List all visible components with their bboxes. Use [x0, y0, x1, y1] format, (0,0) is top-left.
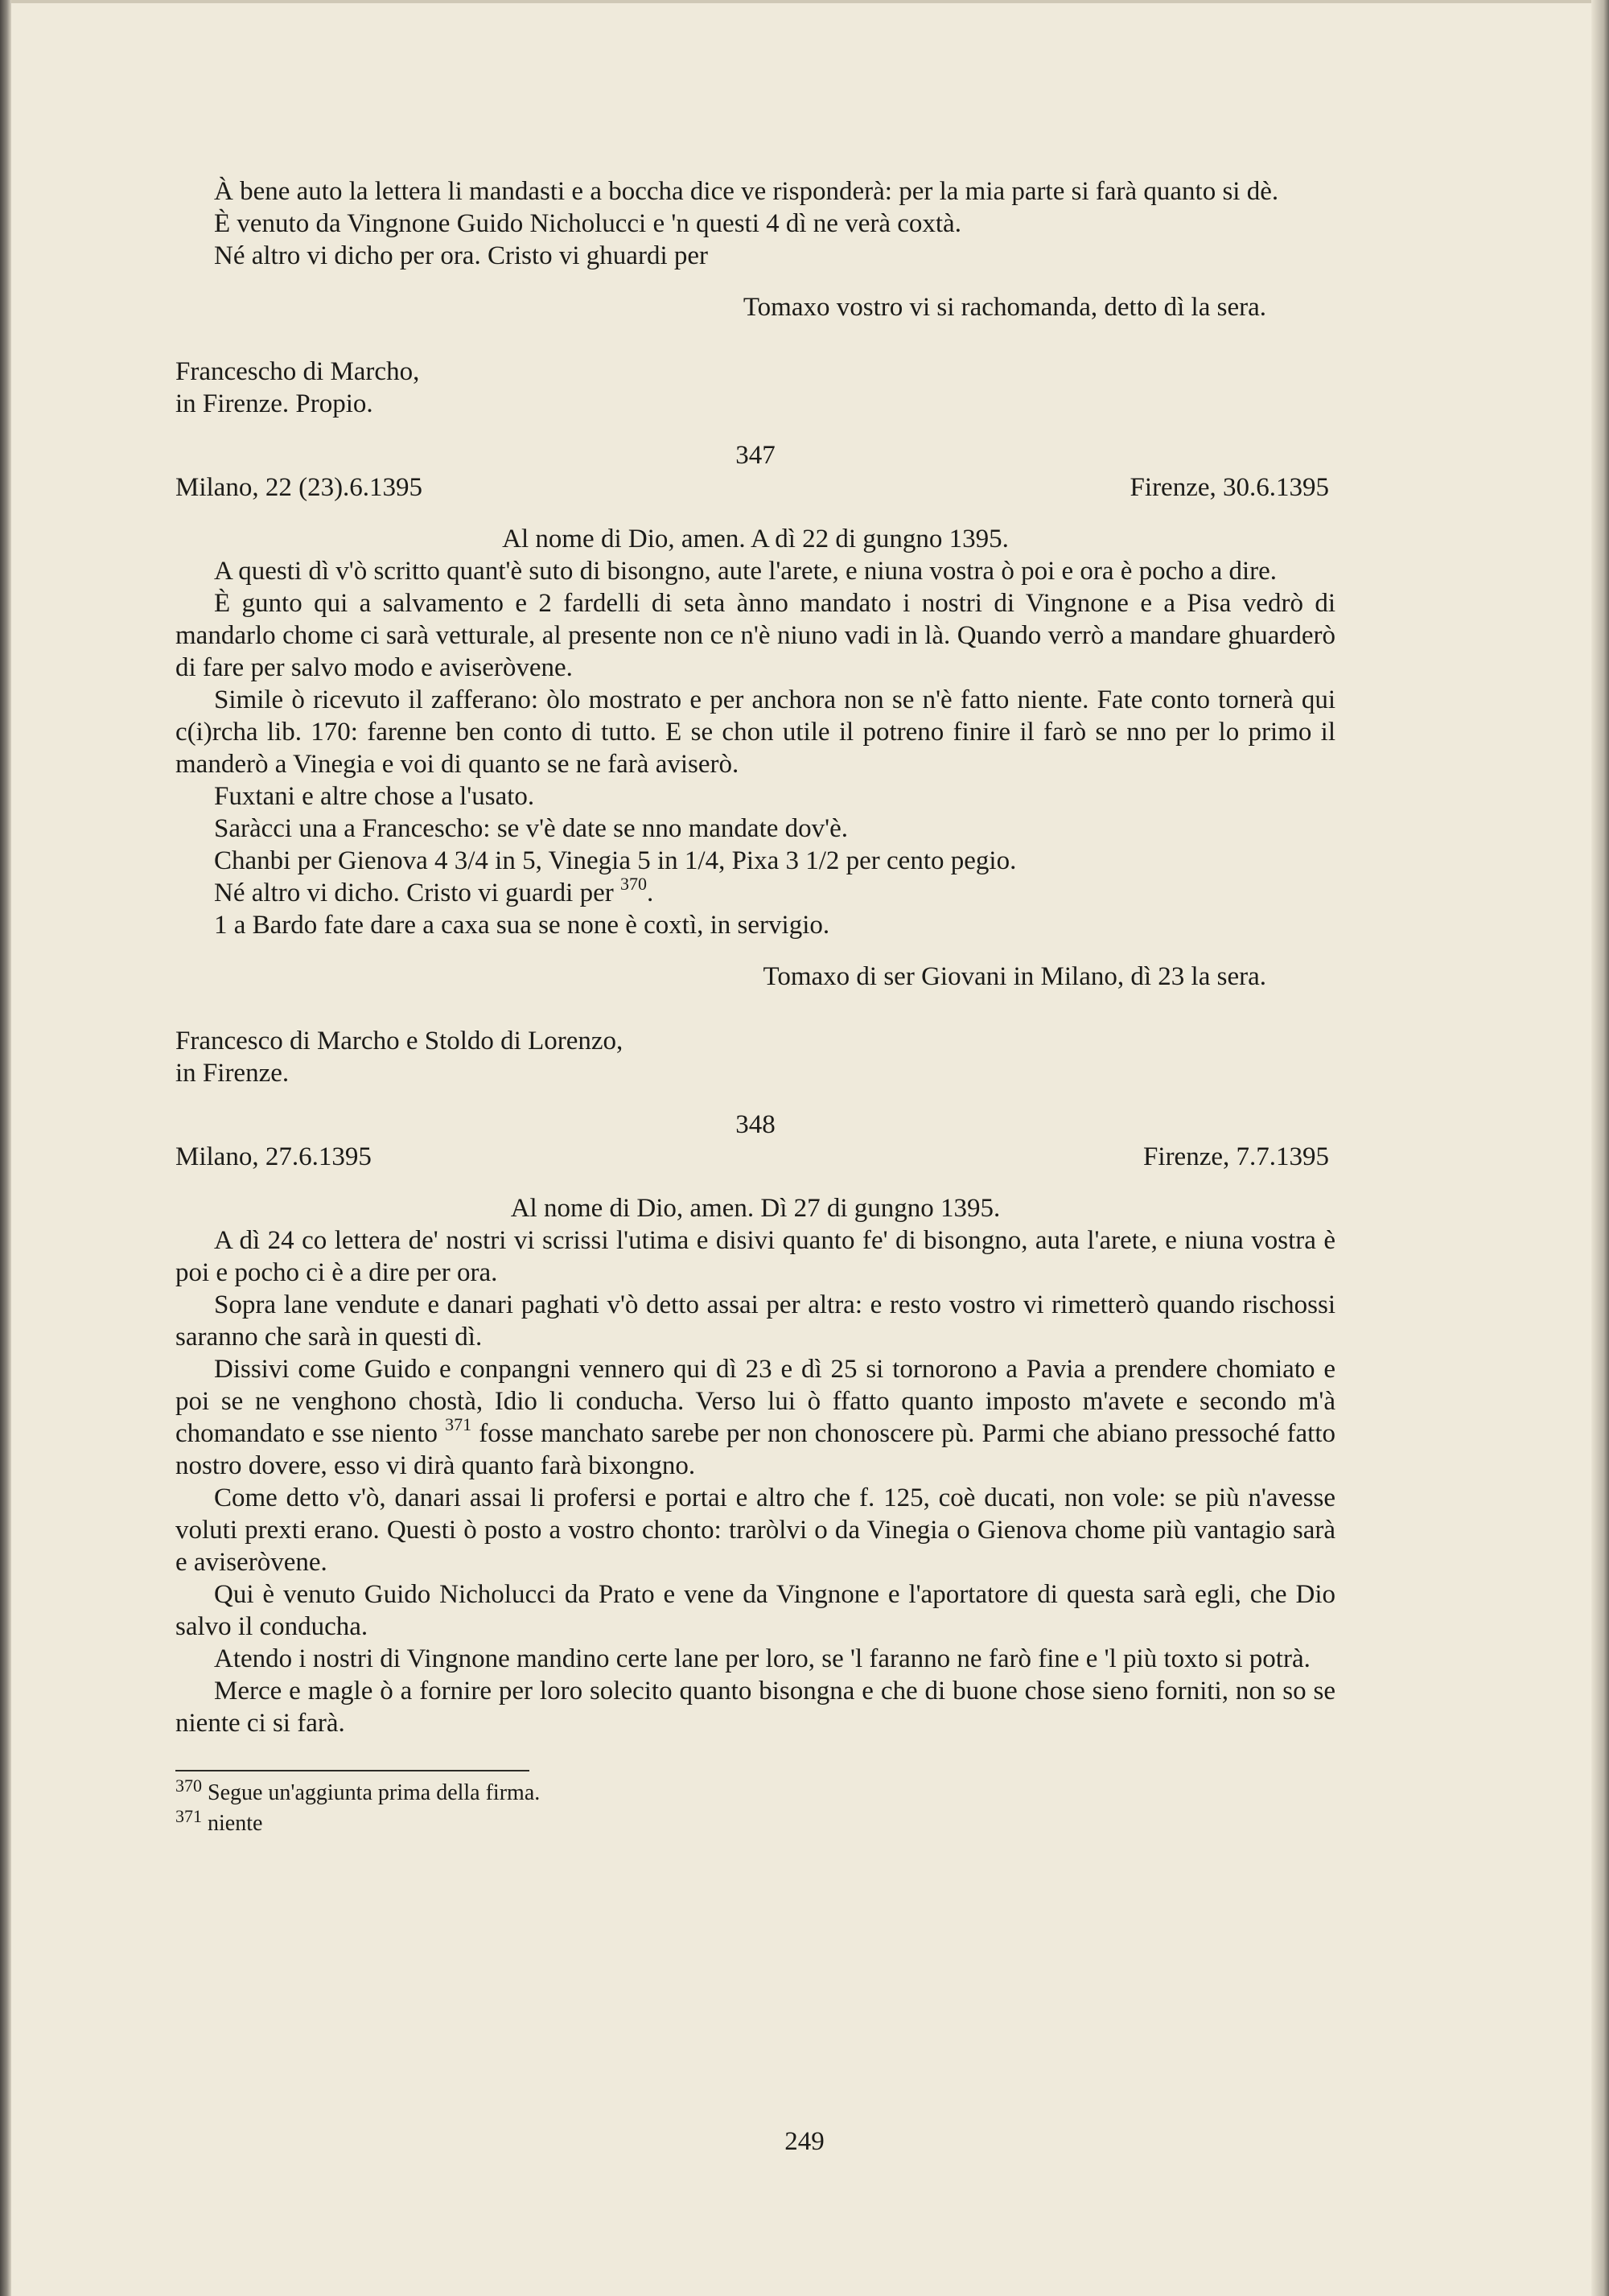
paragraph: 1 a Bardo fate dare a caxa sua se none è coxtì, in servigio.	[214, 911, 830, 940]
paragraph: Chanbi per Gienova 4 3/4 in 5, Vinegia 5 in 1/4, Pixa 3 1/2 per cento pegio.	[214, 846, 1017, 875]
address-line: Franceschо di Marcho,	[175, 357, 420, 386]
letter-heading: Al nome di Dio, amen. Dì 27 di gungno 1395.	[510, 1194, 1001, 1223]
paragraph: Saràcci una a Franceschо: se v'è date se nno mandate dov'è.	[214, 814, 848, 843]
paragraph: A questi dì v'ò scritto quant'è suto di bisongno, aute l'arete, e niuna vostra ò poi e ora è pocho a dire.	[214, 557, 1278, 586]
footnote-ref: 371	[445, 1414, 472, 1434]
paragraph: È gunto qui a salvamento e 2 fardelli di seta ànno mandato i nostri di Vingnone e a Pisa vedrò di mandarlo chome ci sarà vetturale, al presente non ce n'è niuno vadi in là. Quando verrò a mandare ghuarderò di fare per salvo modo e aviseròvene.	[175, 589, 1335, 682]
letter-346-end	[175, 175, 1335, 420]
paragraph-text: fosse manchato sarebe per non chonoscere pù. Parmi che abiano pressoché fatto nostro dovere, esso vi dirà quanto farà bixongno.	[175, 1419, 1336, 1480]
signature: Tomaxo vostro vi si rachomanda, detto dì la sera.	[743, 293, 1266, 322]
paragraph: È venuto da Vingnone Guido Nicholucci e 'n questi 4 dì ne verà coxtà.	[214, 209, 961, 238]
paragraph: A dì 24 co lettera de' nostri vi scrissi l'utima e disivi quanto fe' di bisongno, auta l'arete, e niuna vostra è poi e pocho ci è a dire per ora.	[175, 1226, 1335, 1287]
footnote-ref: 370	[619, 874, 647, 894]
page-number: 249	[784, 2127, 825, 2156]
footnote	[175, 1775, 1335, 1808]
destination-date: Firenze, 30.6.1395	[1130, 473, 1329, 502]
paragraph	[175, 1353, 1335, 1482]
dateline	[175, 471, 1335, 504]
dateline	[175, 1141, 1335, 1173]
footnote-text: Segue un'aggiunta prima della firma.	[208, 1780, 541, 1805]
letter-heading: Al nome di Dio, amen. A dì 22 di gungno 1395.	[502, 525, 1009, 553]
footnote-text: niente	[208, 1811, 263, 1836]
origin-date: Milano, 22 (23).6.1395	[175, 473, 423, 502]
paragraph: Sopra lane vendute e danari paghati v'ò detto assai per altra: e resto vostro vi rimetterò quando rischossi saranno che sarà in questi dì.	[175, 1290, 1335, 1352]
footnote-divider	[175, 1770, 529, 1771]
paragraph: Qui è venuto Guido Nicholucci da Prato e vene da Vingnone e l'aportatore di questa sarà egli, che Dio salvo il conducha.	[175, 1580, 1335, 1641]
paragraph-text: Dissivi come Guido e conpangni vennero qui dì 23 e dì 25 si tornorono a Pavia a prendere chomiato e poi se ne venghono chostà, Idio li conducha. Verso lui ò ffatto quanto imposto m'avete e secondo m'à chomandato e sse niento	[175, 1355, 1335, 1448]
origin-date: Milano, 27.6.1395	[175, 1142, 372, 1171]
page-binding-edge	[0, 0, 11, 2296]
footnote-number: 370	[175, 1775, 202, 1796]
address-line: Francesco di Marcho e Stoldo di Lorenzo,	[175, 1027, 623, 1055]
letter-number: 347	[735, 441, 776, 470]
page-content	[175, 175, 1335, 1839]
paragraph: Atendo i nostri di Vingnone mandino certe lane per loro, se 'l faranno ne farò fine e 'l più toxto si potrà.	[214, 1644, 1311, 1673]
paragraph: Né altro vi dicho per ora. Cristo vi ghuardi per	[214, 241, 708, 270]
paragraph: Né altro vi dicho. Cristo vi guardi per $^{370}$.	[214, 874, 654, 907]
footnote-number: 371	[175, 1806, 202, 1826]
address-line: in Firenze. Propio.	[175, 389, 373, 418]
footnote	[175, 1808, 1335, 1839]
page-right-edge	[1591, 0, 1609, 2296]
paragraph: Come detto v'ò, danari assai li profersi e portai e altro che f. 125, coè ducati, non vole: se più n'avesse voluti prexti erano. Questi ò posto a vostro chonto: traròlvi o da Vinegia o Gienova chome più vantagio sarà e aviseròvene.	[175, 1483, 1335, 1577]
letter-348	[175, 1109, 1335, 1739]
paragraph: À bene auto la lettera li mandasti e a boccha dice ve risponderà: per la mia parte si farà quanto si dè.	[214, 177, 1279, 206]
paragraph: Fuxtani e altre chose a l'usato.	[214, 782, 535, 811]
letter-number: 348	[735, 1110, 776, 1139]
address-line: in Firenze.	[175, 1059, 290, 1088]
signature: Tomaxo di ser Giovani in Milano, dì 23 la sera.	[763, 962, 1266, 991]
paragraph: Simile ò ricevuto il zafferano: òlo mostrato e per anchora non se n'è fatto niente. Fate conto tornerà qui c(i)rcha lib. 170: farenne ben conto di tutto. E se chon utile il potreno finire il farò se nno per lo primo il manderò a Vinegia e voi di quanto se ne farà aviserò.	[175, 685, 1335, 779]
page-top-edge	[11, 0, 1609, 3]
paragraph: Merce e magle ò a fornire per loro solecito quanto bisongna e che di buone chose sieno forniti, non so se niente ci si farà.	[175, 1677, 1335, 1738]
destination-date: Firenze, 7.7.1395	[1143, 1142, 1329, 1171]
letter-347	[175, 439, 1335, 1089]
paragraph-text: Né altro vi dicho. Cristo vi guardi per	[214, 878, 614, 907]
